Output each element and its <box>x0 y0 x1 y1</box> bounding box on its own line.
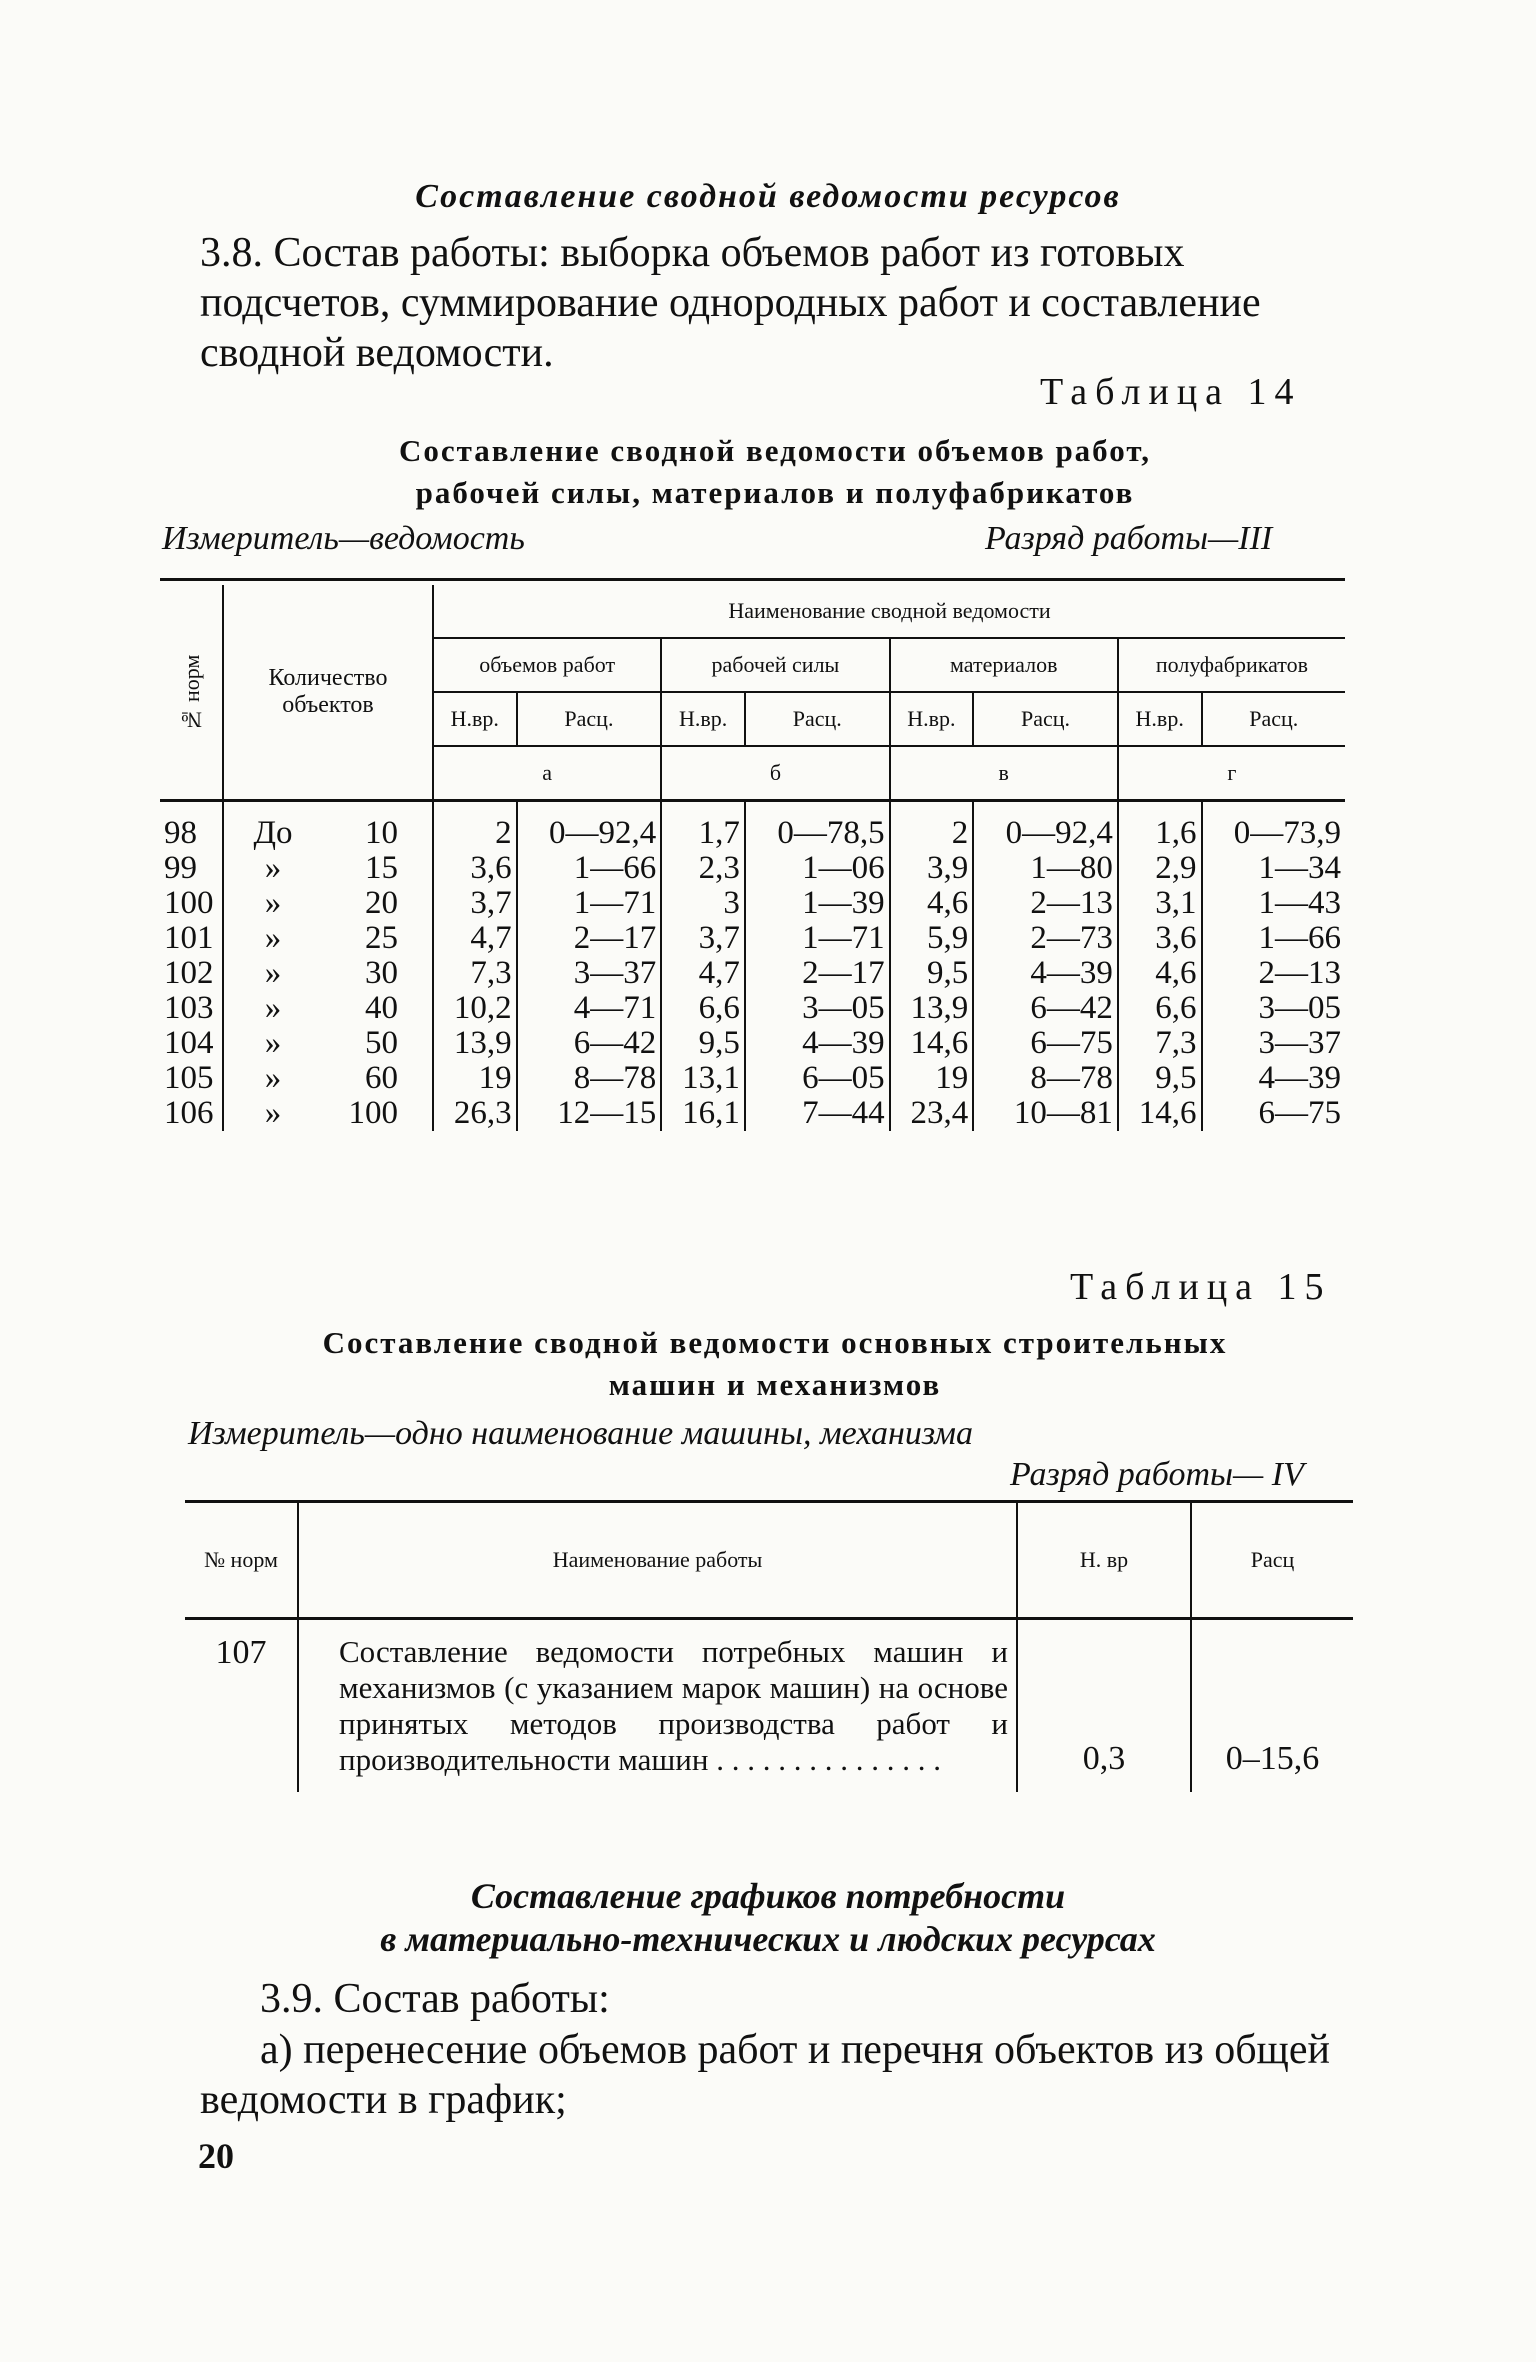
table14-cell-d-hvr: 3,6 <box>1118 921 1202 956</box>
table14-sub-hvr: Н.вр. <box>433 692 517 746</box>
table14-cell-qty-value: 20 <box>365 885 398 921</box>
table15-row-text: Составление ведомости потребных машин и механизмов (с указанием марок машин) на основе принятых методов производства работ и производительности машин . . . . . . . . . . . . . . . <box>298 1619 1017 1793</box>
table14-cell-d-hvr: 7,3 <box>1118 1026 1202 1061</box>
table14-group-b: рабочей силы <box>661 638 889 692</box>
table15-row-no: 107 <box>215 1634 267 1671</box>
table14-cell-qty-value: 100 <box>348 1095 398 1131</box>
paragraph-3-8: 3.8. Состав работы: выборка объемов работ из готовых подсчетов, суммирование однородных работ и составление сводной ведомости. <box>200 230 1261 376</box>
table14-title-line2: рабочей силы, материалов и полуфабрикатов <box>415 475 1135 510</box>
table14-cell-qty-value: 40 <box>365 990 398 1026</box>
section-title-resources: Составление сводной ведомости ресурсов <box>415 178 1121 215</box>
table14-cell-no: 100 <box>164 885 214 921</box>
table14-cell-no: 103 <box>164 990 214 1026</box>
table14-col-group: Наименование сводной ведомости <box>433 585 1345 638</box>
table14-cell-b-hvr: 3 <box>661 886 745 921</box>
table14-letter-c: в <box>890 746 1118 801</box>
table14-cell-b-rasc: 4—39 <box>745 1026 890 1061</box>
table14-cell-a-hvr: 26,3 <box>433 1096 517 1131</box>
table14-cell-no: 101 <box>164 920 214 956</box>
table14-cell-b-rasc: 0—78,5 <box>745 801 890 852</box>
table14-cell-d-rasc: 6—75 <box>1202 1096 1346 1131</box>
table14-cell-b-hvr: 16,1 <box>661 1096 745 1131</box>
table14-cell-a-rasc: 0—92,4 <box>517 801 662 852</box>
table15-title <box>200 1322 1350 1406</box>
table14-cell-a-hvr: 7,3 <box>433 956 517 991</box>
table14-cell-a-hvr: 2 <box>433 801 517 852</box>
table14-cell-qty-prefix: » <box>264 955 282 991</box>
table15-caption: Таблица 15 <box>1070 1266 1332 1308</box>
table14-cell-qty-value: 15 <box>365 850 398 886</box>
table14-top-rule <box>160 578 1345 581</box>
table14-cell-b-hvr: 1,7 <box>661 801 745 852</box>
table14-cell-qty <box>223 851 433 886</box>
table14-row <box>160 801 1345 852</box>
table14-cell-c-rasc: 10—81 <box>973 1096 1118 1131</box>
table14-cell-a-rasc: 8—78 <box>517 1061 662 1096</box>
table14-cell-b-rasc: 1—71 <box>745 921 890 956</box>
table14-cell-qty-value: 50 <box>365 1025 398 1061</box>
table14-cell-a-rasc: 12—15 <box>517 1096 662 1131</box>
table15-col-hvr: Н. вр <box>1017 1503 1191 1619</box>
table14-row <box>160 851 1345 886</box>
table14-row <box>160 1026 1345 1061</box>
table15 <box>185 1503 1353 1792</box>
table14-cell-a-hvr: 13,9 <box>433 1026 517 1061</box>
table15-measure: Измеритель—одно наименование машины, механизма <box>188 1415 973 1452</box>
table14-cell-c-hvr: 19 <box>890 1061 974 1096</box>
section2-title-line1: Составление графиков потребности <box>470 1876 1066 1916</box>
table14-cell-a-rasc: 6—42 <box>517 1026 662 1061</box>
table14-row <box>160 921 1345 956</box>
paragraph-3-9: 3.9. Состав работы: <box>260 1976 610 2022</box>
table15-title-line1: Составление сводной ведомости основных строительных <box>322 1325 1228 1360</box>
table14-cell-b-rasc: 2—17 <box>745 956 890 991</box>
table14-cell-c-rasc: 8—78 <box>973 1061 1118 1096</box>
table14-cell-c-rasc: 2—73 <box>973 921 1118 956</box>
table14-cell-b-hvr: 13,1 <box>661 1061 745 1096</box>
table14-measure: Измеритель—ведомость <box>162 520 525 557</box>
table14-cell-b-hvr: 6,6 <box>661 991 745 1026</box>
table14-row <box>160 991 1345 1026</box>
table14-cell-b-hvr: 2,3 <box>661 851 745 886</box>
table14-cell-b-rasc: 7—44 <box>745 1096 890 1131</box>
table14-row <box>160 956 1345 991</box>
table14-cell-a-rasc: 2—17 <box>517 921 662 956</box>
table14-cell-c-hvr: 23,4 <box>890 1096 974 1131</box>
table14-cell-c-rasc: 2—13 <box>973 886 1118 921</box>
table14-cell-qty <box>223 1061 433 1096</box>
table14-cell-no: 104 <box>164 1025 214 1061</box>
page-number: 20 <box>198 2136 234 2176</box>
table14-cell-d-hvr: 14,6 <box>1118 1096 1202 1131</box>
table14-row <box>160 886 1345 921</box>
table14-cell-qty <box>223 886 433 921</box>
table14-cell-d-hvr: 1,6 <box>1118 801 1202 852</box>
table14-cell-c-hvr: 4,6 <box>890 886 974 921</box>
table14-cell-qty-prefix: » <box>264 920 282 956</box>
table14-cell-c-hvr: 5,9 <box>890 921 974 956</box>
table14-cell-qty <box>223 991 433 1026</box>
table14-sub-rasc: Расц. <box>1202 692 1346 746</box>
table14-cell-b-hvr: 4,7 <box>661 956 745 991</box>
table14-cell-c-rasc: 4—39 <box>973 956 1118 991</box>
table14-cell-no: 98 <box>164 815 197 851</box>
table14-sub-hvr: Н.вр. <box>661 692 745 746</box>
table14-cell-qty <box>223 1026 433 1061</box>
table14-letter-a: а <box>433 746 661 801</box>
table15-title-line2: машин и механизмов <box>608 1367 942 1402</box>
table14-title-line1: Составление сводной ведомости объемов работ, <box>398 433 1152 468</box>
table14-cell-qty-value: 10 <box>365 815 398 851</box>
table14-cell-no: 106 <box>164 1095 214 1131</box>
table14-cell-b-rasc: 3—05 <box>745 991 890 1026</box>
table14-cell-c-hvr: 2 <box>890 801 974 852</box>
table14-cell-d-hvr: 3,1 <box>1118 886 1202 921</box>
table14-cell-qty-prefix: » <box>264 850 282 886</box>
table14-cell-qty <box>223 801 433 852</box>
table14-cell-d-rasc: 1—34 <box>1202 851 1346 886</box>
table14-cell-d-rasc: 3—05 <box>1202 991 1346 1026</box>
table14-row <box>160 1096 1345 1131</box>
table14-cell-no: 102 <box>164 955 214 991</box>
table14-cell-qty-prefix: » <box>264 885 282 921</box>
table14-cell-qty-prefix: » <box>264 1095 282 1131</box>
table14-cell-no: 99 <box>164 850 197 886</box>
table14-cell-b-rasc: 1—06 <box>745 851 890 886</box>
table14-cell-qty-prefix: » <box>264 1060 282 1096</box>
table14-cell-a-hvr: 10,2 <box>433 991 517 1026</box>
table14-cell-a-hvr: 19 <box>433 1061 517 1096</box>
table14-sub-hvr: Н.вр. <box>890 692 974 746</box>
table14-sub-rasc: Расц. <box>973 692 1118 746</box>
table15-row <box>185 1619 1353 1793</box>
table14-sub-hvr: Н.вр. <box>1118 692 1202 746</box>
table14-cell-qty <box>223 921 433 956</box>
table14-cell-a-rasc: 1—66 <box>517 851 662 886</box>
table14-cell-a-rasc: 3—37 <box>517 956 662 991</box>
table14-cell-b-rasc: 6—05 <box>745 1061 890 1096</box>
table14-cell-c-rasc: 6—75 <box>973 1026 1118 1061</box>
table14-sub-rasc: Расц. <box>517 692 662 746</box>
table14-cell-c-hvr: 3,9 <box>890 851 974 886</box>
table14-cell-qty-value: 30 <box>365 955 398 991</box>
table14-cell-qty-prefix: » <box>264 1025 282 1061</box>
table15-col-name: Наименование работы <box>298 1503 1017 1619</box>
table14-group-a: объемов работ <box>433 638 661 692</box>
table14-cell-c-rasc: 0—92,4 <box>973 801 1118 852</box>
table14-cell-a-rasc: 1—71 <box>517 886 662 921</box>
table14-cell-b-hvr: 3,7 <box>661 921 745 956</box>
table14-title <box>200 430 1350 514</box>
table14-cell-a-rasc: 4—71 <box>517 991 662 1026</box>
table14-cell-b-rasc: 1—39 <box>745 886 890 921</box>
table14-cell-c-hvr: 13,9 <box>890 991 974 1026</box>
table14-letter-b: б <box>661 746 889 801</box>
section2-title-line2: в материально-технических и людских ресурсах <box>380 1919 1156 1959</box>
table14-cell-d-rasc: 1—43 <box>1202 886 1346 921</box>
table14-cell-d-rasc: 2—13 <box>1202 956 1346 991</box>
table14-cell-a-hvr: 3,7 <box>433 886 517 921</box>
table14-rank: Разряд работы—III <box>985 520 1273 557</box>
table14 <box>160 585 1345 1131</box>
paragraph-a: а) перенесение объемов работ и перечня объектов из общей ведомости в график; <box>200 2027 1331 2123</box>
table14-cell-qty-value: 25 <box>365 920 398 956</box>
table14-caption: Таблица 14 <box>1040 371 1302 413</box>
table14-cell-d-hvr: 9,5 <box>1118 1061 1202 1096</box>
table14-cell-qty <box>223 1096 433 1131</box>
table15-col-rasc: Расц <box>1191 1503 1353 1619</box>
table14-cell-qty-prefix: До <box>253 815 293 851</box>
table14-group-c: материалов <box>890 638 1118 692</box>
table14-cell-c-rasc: 6—42 <box>973 991 1118 1026</box>
table14-cell-d-rasc: 3—37 <box>1202 1026 1346 1061</box>
table14-cell-d-rasc: 1—66 <box>1202 921 1346 956</box>
table15-row-rasc: 0–15,6 <box>1191 1619 1353 1793</box>
table14-cell-c-hvr: 9,5 <box>890 956 974 991</box>
table14-cell-qty-prefix: » <box>264 990 282 1026</box>
table14-cell-a-hvr: 4,7 <box>433 921 517 956</box>
table14-cell-d-hvr: 6,6 <box>1118 991 1202 1026</box>
table14-cell-d-hvr: 4,6 <box>1118 956 1202 991</box>
table14-cell-qty-value: 60 <box>365 1060 398 1096</box>
table15-rank: Разряд работы— IV <box>1010 1456 1304 1493</box>
table14-col-no: № норм <box>179 654 204 733</box>
table14-letter-d: г <box>1118 746 1345 801</box>
table14-cell-d-rasc: 4—39 <box>1202 1061 1346 1096</box>
table14-sub-rasc: Расц. <box>745 692 890 746</box>
table14-cell-c-hvr: 14,6 <box>890 1026 974 1061</box>
table15-row-hvr: 0,3 <box>1017 1619 1191 1793</box>
table14-cell-no: 105 <box>164 1060 214 1096</box>
table14-group-d: полуфабрикатов <box>1118 638 1345 692</box>
table14-cell-b-hvr: 9,5 <box>661 1026 745 1061</box>
table14-cell-qty <box>223 956 433 991</box>
table14-cell-c-rasc: 1—80 <box>973 851 1118 886</box>
table14-cell-d-rasc: 0—73,9 <box>1202 801 1346 852</box>
table14-col-qty: Количество объектов <box>223 585 433 801</box>
table14-cell-d-hvr: 2,9 <box>1118 851 1202 886</box>
table14-row <box>160 1061 1345 1096</box>
table14-cell-a-hvr: 3,6 <box>433 851 517 886</box>
table15-col-no: № норм <box>204 1547 278 1572</box>
